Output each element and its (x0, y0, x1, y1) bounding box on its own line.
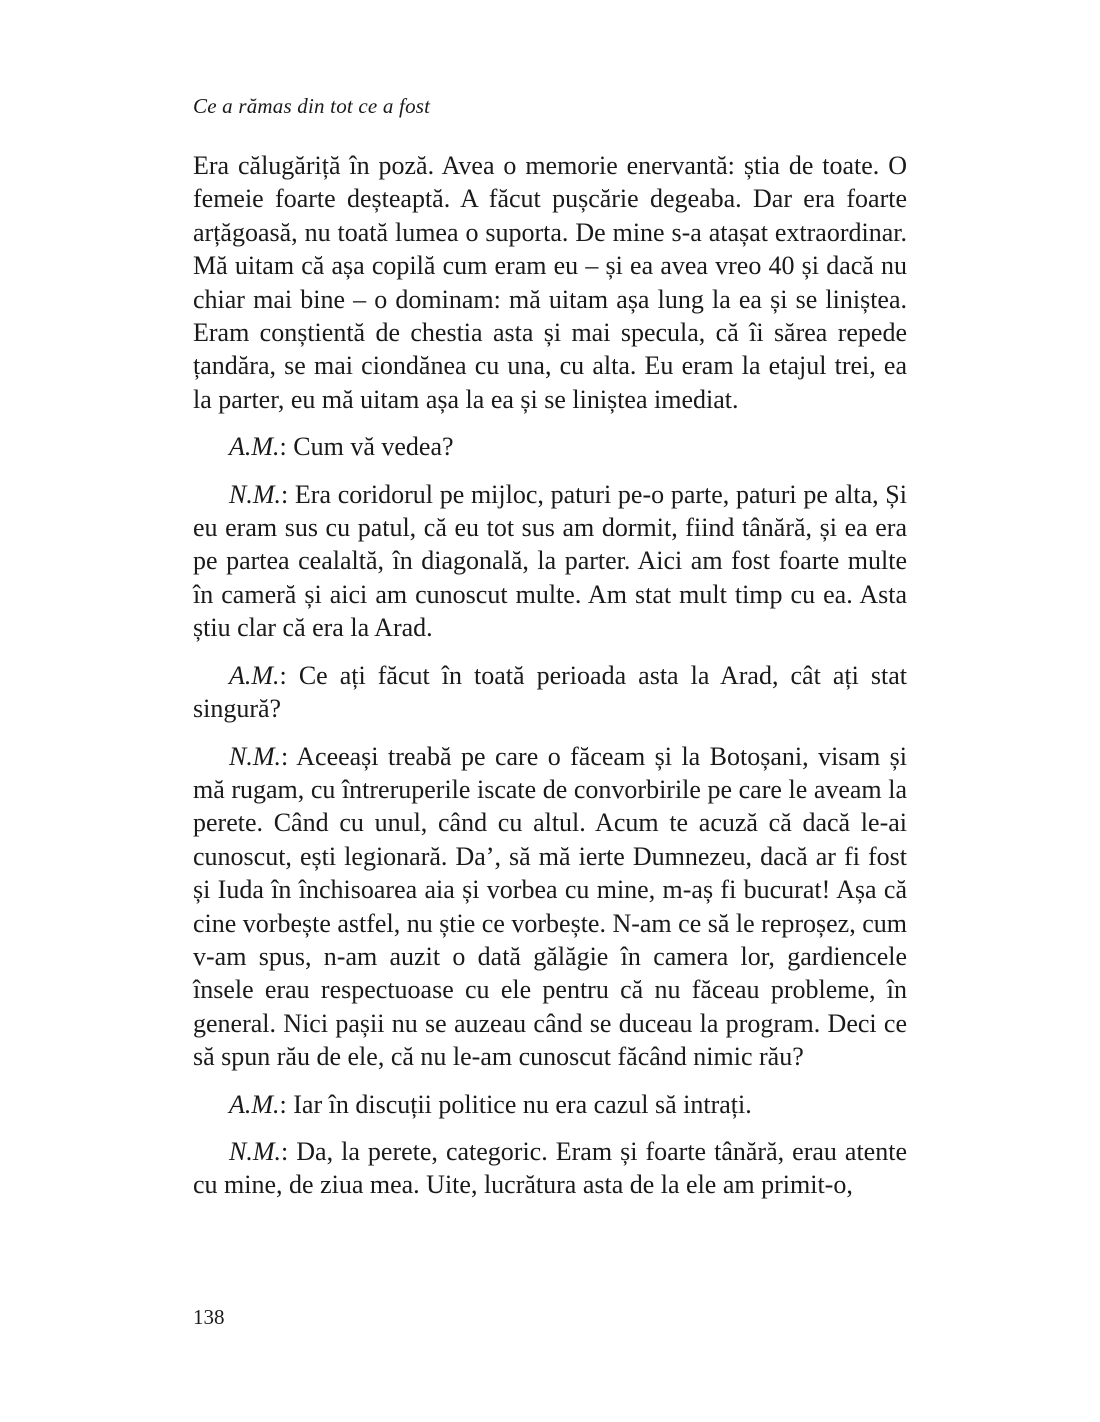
paragraph (193, 1135, 907, 1202)
paragraph (193, 740, 907, 1074)
paragraph-text: : Era coridorul pe mijloc, paturi pe-o parte, paturi pe alta, Și eu eram sus cu patul, că eu tot sus am dormit, fiind tânără, și ea era pe partea cealaltă, în diagonală, la parter. Aici am fost foarte multe în cameră și aici am cunoscut multe. Am stat mult timp cu ea. Asta știu clar că era la Arad. (193, 479, 907, 643)
page-number: 138 (193, 1305, 225, 1329)
book-page (193, 0, 907, 1422)
paragraph (193, 1088, 907, 1121)
speaker-initials: A.M. (229, 432, 280, 462)
speaker-initials: N.M. (229, 1136, 281, 1166)
paragraph-text: : Ce ați făcut în toată perioada asta la Arad, cât ați stat singură? (193, 660, 907, 724)
speaker-initials: A.M. (229, 660, 280, 690)
paragraph-text: : Aceeași treabă pe care o făceam și la Botoșani, visam și mă rugam, cu întreruperile iscate de convorbirile pe care le aveam la perete. Când cu unul, când cu altul. Acum te acuză că dacă le-ai cunoscut, ești legionară. Da’, să mă ierte Dumnezeu, dacă ar fi fost și Iuda în închisoarea aia și vorbea cu mine, m-aș fi bucurat! Așa că cine vorbește astfel, nu știe ce vorbește. N-am ce să le reproșez, cum v-am spus, n-am auzit o dată gălăgie în camera lor, gardiencele însele erau respectuoase cu ele pentru că nu făceau probleme, în general. Nici pașii nu se auzeau când se duceau la program. Deci ce să spun rău de ele, că nu le-am cunoscut făcând nimic rău? (193, 741, 907, 1072)
paragraph-text: : Iar în discuții politice nu era cazul să intrați. (279, 1089, 752, 1119)
paragraph (193, 659, 907, 726)
paragraph (193, 430, 907, 463)
paragraph (193, 149, 907, 416)
speaker-initials: N.M. (229, 741, 281, 771)
speaker-initials: A.M. (229, 1089, 280, 1119)
speaker-initials: N.M. (229, 479, 281, 509)
running-head: Ce a rămas din tot ce a fost (193, 94, 431, 118)
body-text (193, 149, 907, 1216)
paragraph (193, 478, 907, 645)
paragraph-text: : Da, la perete, categoric. Eram și foarte tânără, erau atente cu mine, de ziua mea. Uite, lucrătura asta de la ele am primit-o, (193, 1136, 907, 1200)
paragraph-text: Era călugăriță în poză. Avea o memorie enervantă: știa de toate. O femeie foarte deșteaptă. A făcut pușcărie degeaba. Dar era foarte arțăgoasă, nu toată lumea o suporta. De mine s-a atașat extraordinar. Mă uitam că așa copilă cum eram eu – și ea avea vreo 40 și dacă nu chiar mai bine – o dominam: mă uitam așa lung la ea și se liniștea. Eram conștientă de chestia asta și mai specula, că îi sărea repede țandăra, se mai ciondănea cu una, cu alta. Eu eram la etajul trei, ea la parter, eu mă uitam așa la ea și se liniștea imediat. (193, 151, 907, 414)
paragraph-text: : Cum vă vedea? (279, 432, 454, 462)
